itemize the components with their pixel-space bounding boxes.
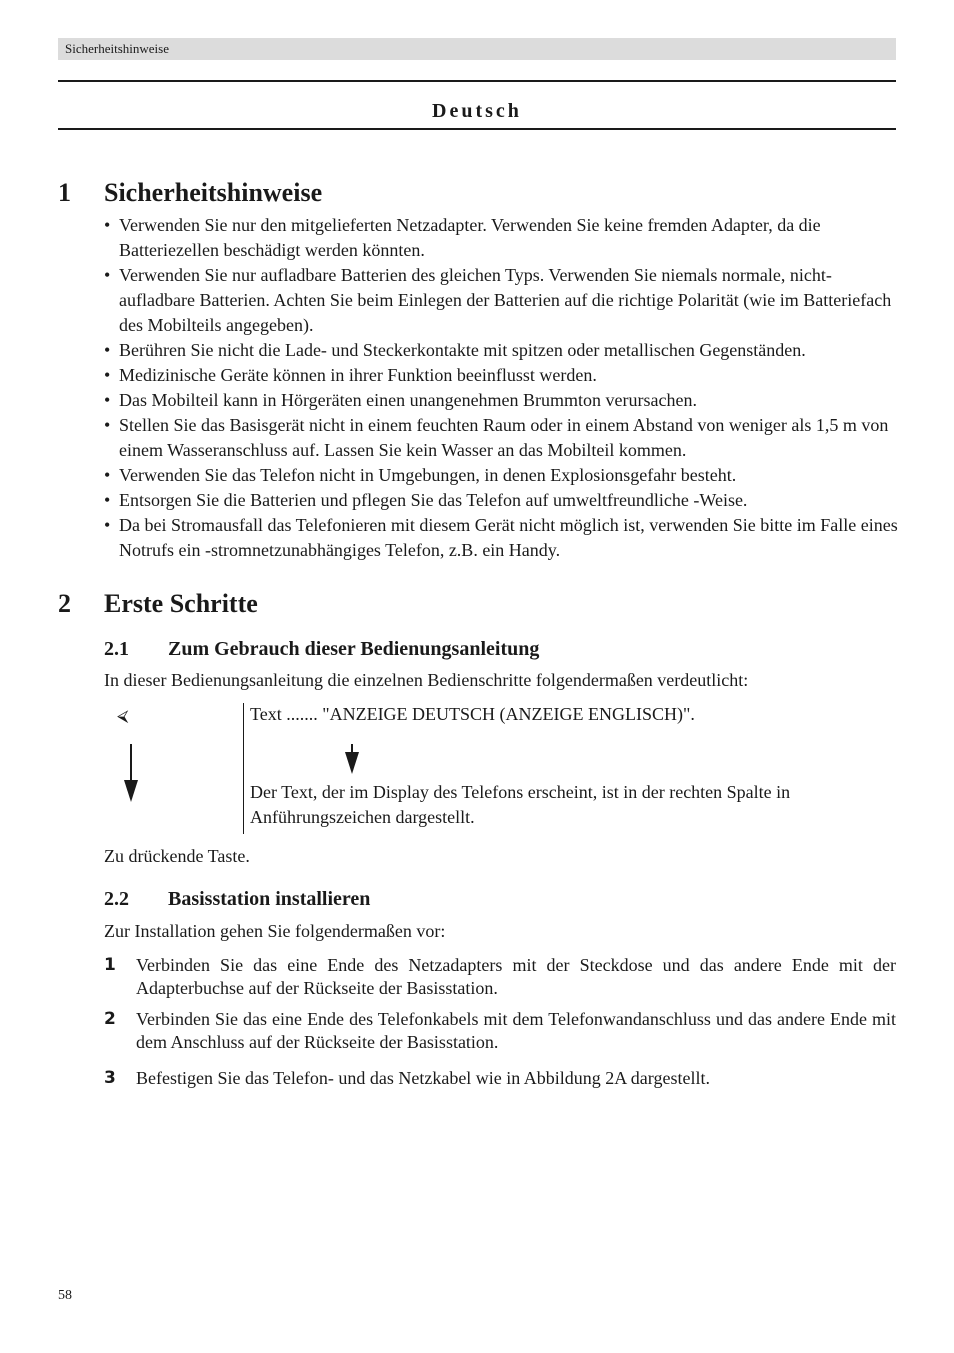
language-heading: Deutsch [432,100,522,122]
subsection-2-2-title: Basisstation installieren [168,888,371,910]
list-item: • Stellen Sie das Basisgerät nicht in einem feuchten Raum oder in einem Abstand von weniger als 1,5 m von einem Wasseranschluss auf. Lassen Sie kein Wasser an das Mobilteil kommen. [104,413,900,463]
list-item: • Verwenden Sie nur den mitgelieferten Netzadapter. Verwenden Sie keine fremden Adapter, da die Batteriezellen beschädigt werden könnten. [104,213,900,263]
key-press-icon: ⮘ [117,706,129,725]
subsection-2-1-title: Zum Gebrauch dieser Bedienungsanleitung [168,638,540,660]
running-header [58,38,896,60]
subsection-2-1-heading [104,638,539,661]
step-number: 3 [104,1068,116,1088]
list-item: • Das Mobilteil kann in Hörgeräten einen unangenehmen Brummton verursachen. [104,388,900,413]
step-number: 2 [104,1009,116,1029]
step-text: Verbinden Sie das eine Ende des Telefonkabels mit dem Telefonwandanschluss und das andere Ende mit dem Anschluss auf der Rückseite der Basisstation. [136,1009,896,1052]
list-item: • Verwenden Sie nur aufladbare Batterien des gleichen Typs. Verwenden Sie niemals normale, nicht-aufladbare Batterien. Achten Sie beim Einlegen der Batterien auf die richtige Polarität (wie im Batteriefach des Mobilteils angegeben). [104,263,900,338]
subsection-2-1-number: 2.1 [104,638,129,660]
list-item: • Verwenden Sie das Telefon nicht in Umgebungen, in denen Explosionsgefahr besteht. [104,463,900,488]
subsection-2-2-number: 2.2 [104,888,129,910]
bottom-rule [58,128,896,130]
step-text: Verbinden Sie das eine Ende des Netzadapters mit der Steckdose und das andere Ende mit der Adapterbuchse auf der Rückseite der Basisstation. [136,955,896,998]
safety-list [104,213,900,563]
subsection-2-2-intro: Zur Installation gehen Sie folgendermaßen vor: [104,921,446,941]
section-2-number: 2 [58,589,71,618]
subsection-2-1-intro: In dieser Bedienungsanleitung die einzelnen Bedienschritte folgendermaßen verdeutlicht: [104,670,749,690]
page-number: 58 [58,1288,72,1303]
list-item: • Entsorgen Sie die Batterien und pflegen Sie das Telefon auf umweltfreundliche -Weise. [104,488,900,513]
top-rule [58,80,896,82]
section-1-heading [58,178,322,208]
step-number: 1 [104,955,116,975]
running-header-text: Sicherheitshinweise [65,41,169,56]
section-1-number: 1 [58,178,71,207]
column-divider [243,703,244,834]
list-item: • Berühren Sie nicht die Lade- und Steckerkontakte mit spitzen oder metallischen Gegenständen. [104,338,900,363]
step-1 [104,954,896,1000]
key-description: Zu drückende Taste. [104,846,250,866]
display-text-description: Der Text, der im Display des Telefons erscheint, ist in der rechten Spalte in Anführungszeichen dargestellt. [250,782,791,827]
step-text: Befestigen Sie das Telefon- und das Netzkabel wie in Abbildung 2A dargestellt. [136,1068,710,1088]
step-3 [104,1067,896,1090]
subsection-2-2-heading [104,888,370,911]
list-item: • Medizinische Geräte können in ihrer Funktion beeinflusst werden. [104,363,900,388]
step-2 [104,1008,896,1054]
list-item: • Da bei Stromausfall das Telefonieren mit diesem Gerät nicht möglich ist, verwenden Sie bitte im Falle eines Notrufs ein -stromnetzunabhängiges Telefon, z.B. ein Handy. [104,513,900,563]
section-2-heading [58,589,258,619]
section-1-title: Sicherheitshinweise [104,178,323,207]
display-text-example: Text ....... "ANZEIGE DEUTSCH (ANZEIGE ENGLISCH)". [250,704,695,724]
section-2-title: Erste Schritte [104,589,258,618]
